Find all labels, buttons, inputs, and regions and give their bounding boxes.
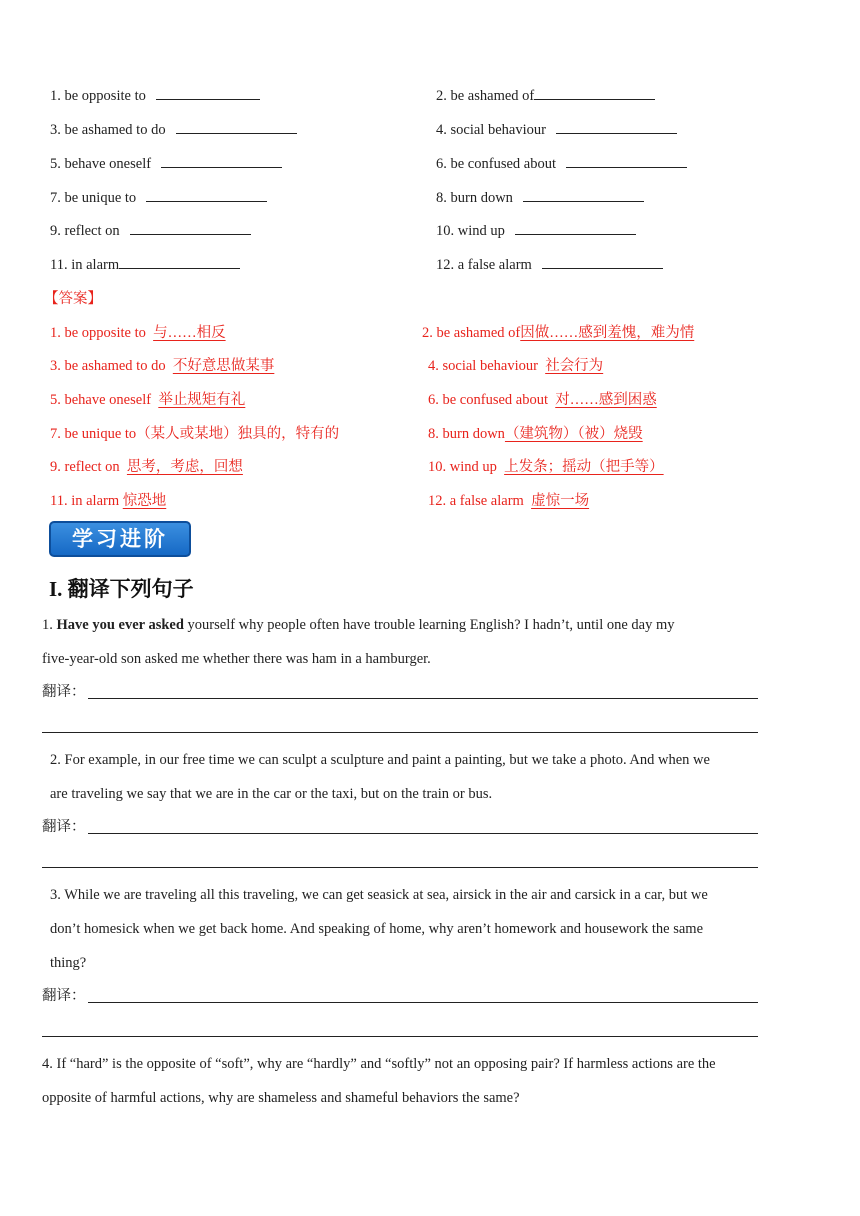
answer-item: 4. social behaviour 社会行为 [428, 358, 604, 374]
vocab-item: 7. be unique to [50, 189, 267, 207]
sentence-3-line2: don’t homesick when we get back home. And speaking of home, why aren’t homework and housework the same [50, 921, 704, 937]
answer-line[interactable] [88, 698, 758, 699]
translate-label: 翻译： [42, 819, 86, 835]
vocab-item: 10. wind up [436, 222, 636, 240]
vocab-item: 12. a false alarm [436, 256, 663, 274]
sentence-1: 1. Have you ever asked yourself why people often have trouble learning English? I hadn’t, until one day my [42, 617, 675, 633]
sentence-3-line3: thing? [50, 955, 87, 971]
vocab-item: 6. be confused about [436, 155, 687, 173]
vocab-item: 4. social behaviour [436, 121, 677, 139]
answer-item: 5. behave oneself 举止规矩有礼 [50, 392, 246, 408]
sentence-1-line2: five-year-old son asked me whether there was ham in a hamburger. [42, 651, 431, 667]
answer-line[interactable] [42, 732, 758, 733]
answer-item: 10. wind up 上发条；摇动（把手等） [428, 459, 664, 475]
answer-item: 6. be confused about 对……感到困惑 [428, 392, 657, 408]
vocab-item: 8. burn down [436, 189, 644, 207]
answer-line[interactable] [42, 867, 758, 868]
vocab-item: 3. be ashamed to do [50, 121, 297, 139]
sentence-2-line2: are traveling we say that we are in the car or the taxi, but on the train or bus. [50, 786, 493, 802]
sentence-3: 3. While we are traveling all this traveling, we can get seasick at sea, airsick in the air and carsick in a car, but we [50, 887, 708, 903]
answer-heading: 【答案】 [44, 291, 102, 307]
answer-line[interactable] [88, 833, 758, 834]
vocab-item: 9. reflect on [50, 222, 251, 240]
answer-item: 7. be unique to（某人或某地）独具的，特有的 [50, 426, 340, 442]
answer-item: 1. be opposite to 与……相反 [50, 325, 226, 341]
answer-item: 9. reflect on 思考，考虑，回想 [50, 459, 243, 475]
answer-item: 8. burn down（建筑物）（被）烧毁 [428, 426, 643, 442]
answer-line[interactable] [88, 1002, 758, 1003]
section-badge: 学习进阶 [49, 521, 191, 557]
answer-item: 11. in alarm 惊恐地 [50, 493, 167, 509]
answer-line[interactable] [42, 1036, 758, 1037]
vocab-item: 1. be opposite to [50, 87, 260, 105]
vocab-item: 5. behave oneself [50, 155, 282, 173]
vocab-item: 2. be ashamed of [436, 87, 655, 105]
answer-item: 2. be ashamed of因做……感到羞愧，难为情 [422, 325, 695, 341]
sentence-2: 2. For example, in our free time we can sculpt a sculpture and paint a painting, but we take a photo. And when we [50, 752, 710, 768]
translate-label: 翻译： [42, 684, 86, 700]
vocab-item: 11. in alarm [50, 256, 240, 274]
section-title: I. 翻译下列句子 [49, 577, 194, 601]
sentence-4-line2: opposite of harmful actions, why are shameless and shameful behaviors the same? [42, 1090, 520, 1106]
translate-label: 翻译： [42, 988, 86, 1004]
sentence-4: 4. If “hard” is the opposite of “soft”, why are “hardly” and “softly” not an opposing pair? If harmless actions are the [42, 1056, 716, 1072]
answer-item: 12. a false alarm 虚惊一场 [428, 493, 590, 509]
answer-item: 3. be ashamed to do 不好意思做某事 [50, 358, 275, 374]
